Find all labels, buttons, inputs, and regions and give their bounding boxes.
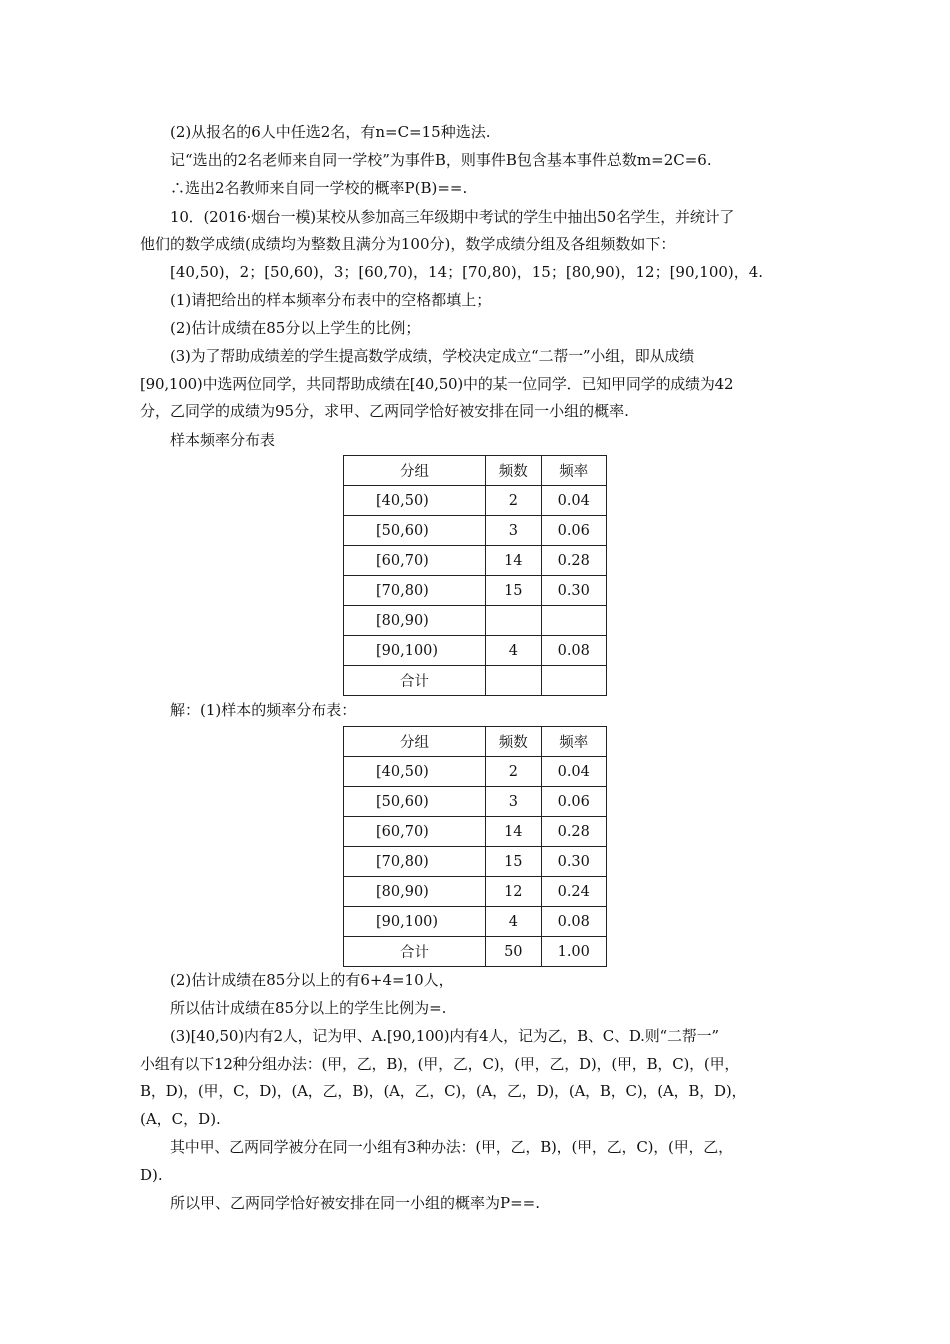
table-cell-rate: 1.00 — [541, 937, 607, 967]
table-cell-rate: 0.30 — [541, 576, 607, 606]
table-cell-group: [90,100) — [344, 907, 486, 937]
table-header-cell: 分组 — [344, 727, 486, 757]
table-row — [344, 757, 607, 787]
table-row — [344, 486, 607, 516]
table-header-cell: 频数 — [486, 727, 541, 757]
solution-line: (2)估计成绩在85分以上的有6+4=10人， — [170, 971, 454, 989]
text-line: (2)从报名的6人中任选2名，有n=C=15种选法. — [170, 123, 491, 141]
table-cell-group: 合计 — [344, 937, 486, 967]
table-cell-rate — [541, 666, 607, 696]
table-cell-rate: 0.04 — [541, 486, 607, 516]
table-row — [344, 576, 607, 606]
table-cell-rate: 0.08 — [541, 907, 607, 937]
table-header-cell: 分组 — [344, 456, 486, 486]
question-3: (3)为了帮助成绩差的学生提高数学成绩，学校决定成立“二帮一”小组，即从成绩 — [170, 347, 694, 365]
solution-line: 所以估计成绩在85分以上的学生比例为=. — [170, 999, 447, 1017]
solution-line: 所以甲、乙两同学恰好被安排在同一小组的概率为P==. — [170, 1194, 540, 1212]
text-line: 记“选出的2名老师来自同一学校”为事件B，则事件B包含基本事件总数m=2C=6. — [170, 151, 712, 169]
frequency-table-blank — [343, 455, 607, 696]
solution-line: (A，C，D). — [140, 1110, 221, 1128]
table-total-row — [344, 666, 607, 696]
table-cell-group: [60,70) — [344, 546, 486, 576]
table-cell-count: 12 — [486, 877, 541, 907]
table-caption: 样本频率分布表 — [170, 431, 276, 449]
table-cell-rate: 0.04 — [541, 757, 607, 787]
table-header-row — [344, 727, 607, 757]
text-line: ∴选出2名教师来自同一学校的概率P(B)==. — [170, 179, 468, 197]
question-1: (1)请把给出的样本频率分布表中的空格都填上； — [170, 291, 492, 309]
table-row — [344, 817, 607, 847]
table-cell-group: [90,100) — [344, 636, 486, 666]
table-cell-count — [486, 666, 541, 696]
table-cell-rate: 0.06 — [541, 516, 607, 546]
table-cell-count: 2 — [486, 757, 541, 787]
question-3: 分，乙同学的成绩为95分，求甲、乙两同学恰好被安排在同一小组的概率. — [140, 402, 629, 420]
table-cell-group: [70,80) — [344, 576, 486, 606]
solution-heading: 解：(1)样本的频率分布表： — [170, 701, 357, 719]
table-cell-count: 2 — [486, 486, 541, 516]
table-cell-count: 4 — [486, 907, 541, 937]
table-cell-group: [80,90) — [344, 606, 486, 636]
table-cell-count: 14 — [486, 817, 541, 847]
table-cell-group: [50,60) — [344, 787, 486, 817]
table-cell-group: [70,80) — [344, 847, 486, 877]
table-cell-count: 15 — [486, 576, 541, 606]
table-cell-rate: 0.24 — [541, 877, 607, 907]
table-row — [344, 907, 607, 937]
table-cell-group: [80,90) — [344, 877, 486, 907]
solution-line: (3)[40,50)内有2人，记为甲、A.[90,100)内有4人，记为乙，B、C、D.则“二帮一” — [170, 1027, 719, 1045]
table-cell-rate: 0.28 — [541, 546, 607, 576]
table-row — [344, 606, 607, 636]
table-total-row — [344, 937, 607, 967]
table-cell-count: 50 — [486, 937, 541, 967]
table-cell-rate: 0.08 — [541, 636, 607, 666]
table-row — [344, 636, 607, 666]
question-3: [90,100)中选两位同学，共同帮助成绩在[40,50)中的某一位同学．已知甲同学的成绩为42 — [140, 375, 734, 393]
table-row — [344, 787, 607, 817]
table-header-row — [344, 456, 607, 486]
table-cell-group: [40,50) — [344, 757, 486, 787]
solution-line: D). — [140, 1166, 163, 1184]
table-row — [344, 847, 607, 877]
table-cell-group: 合计 — [344, 666, 486, 696]
table-row — [344, 877, 607, 907]
problem-data: [40,50)，2；[50,60)，3；[60,70)，14；[70,80)，15；[80,90)，12；[90,100)，4. — [170, 263, 764, 281]
table-cell-count — [486, 606, 541, 636]
problem-statement: 他们的数学成绩(成绩均为整数且满分为100分)，数学成绩分组及各组频数如下： — [140, 235, 676, 253]
problem-statement: 10．(2016·烟台一模)某校从参加高三年级期中考试的学生中抽出50名学生，并统计了 — [170, 208, 735, 226]
table-row — [344, 516, 607, 546]
table-cell-group: [60,70) — [344, 817, 486, 847]
table-cell-group: [50,60) — [344, 516, 486, 546]
solution-line: 小组有以下12种分组办法：(甲，乙，B)，(甲，乙，C)，(甲，乙，D)，(甲，B，C)，(甲， — [140, 1055, 740, 1073]
table-cell-rate — [541, 606, 607, 636]
table-row — [344, 546, 607, 576]
frequency-table-filled — [343, 726, 607, 967]
table-cell-count: 14 — [486, 546, 541, 576]
table-cell-rate: 0.28 — [541, 817, 607, 847]
table-cell-rate: 0.06 — [541, 787, 607, 817]
table-cell-count: 15 — [486, 847, 541, 877]
table-header-cell: 频数 — [486, 456, 541, 486]
table-cell-group: [40,50) — [344, 486, 486, 516]
solution-line: 其中甲、乙两同学被分在同一小组有3种办法：(甲，乙，B)，(甲，乙，C)，(甲，乙， — [170, 1138, 733, 1156]
table-header-cell: 频率 — [541, 456, 607, 486]
table-cell-rate: 0.30 — [541, 847, 607, 877]
table-cell-count: 3 — [486, 516, 541, 546]
solution-line: B，D)，(甲，C，D)，(A，乙，B)，(A，乙，C)，(A，乙，D)，(A，B，C)，(A，B，D)， — [140, 1082, 747, 1100]
table-cell-count: 4 — [486, 636, 541, 666]
table-header-cell: 频率 — [541, 727, 607, 757]
question-2: (2)估计成绩在85分以上学生的比例； — [170, 319, 421, 337]
table-cell-count: 3 — [486, 787, 541, 817]
